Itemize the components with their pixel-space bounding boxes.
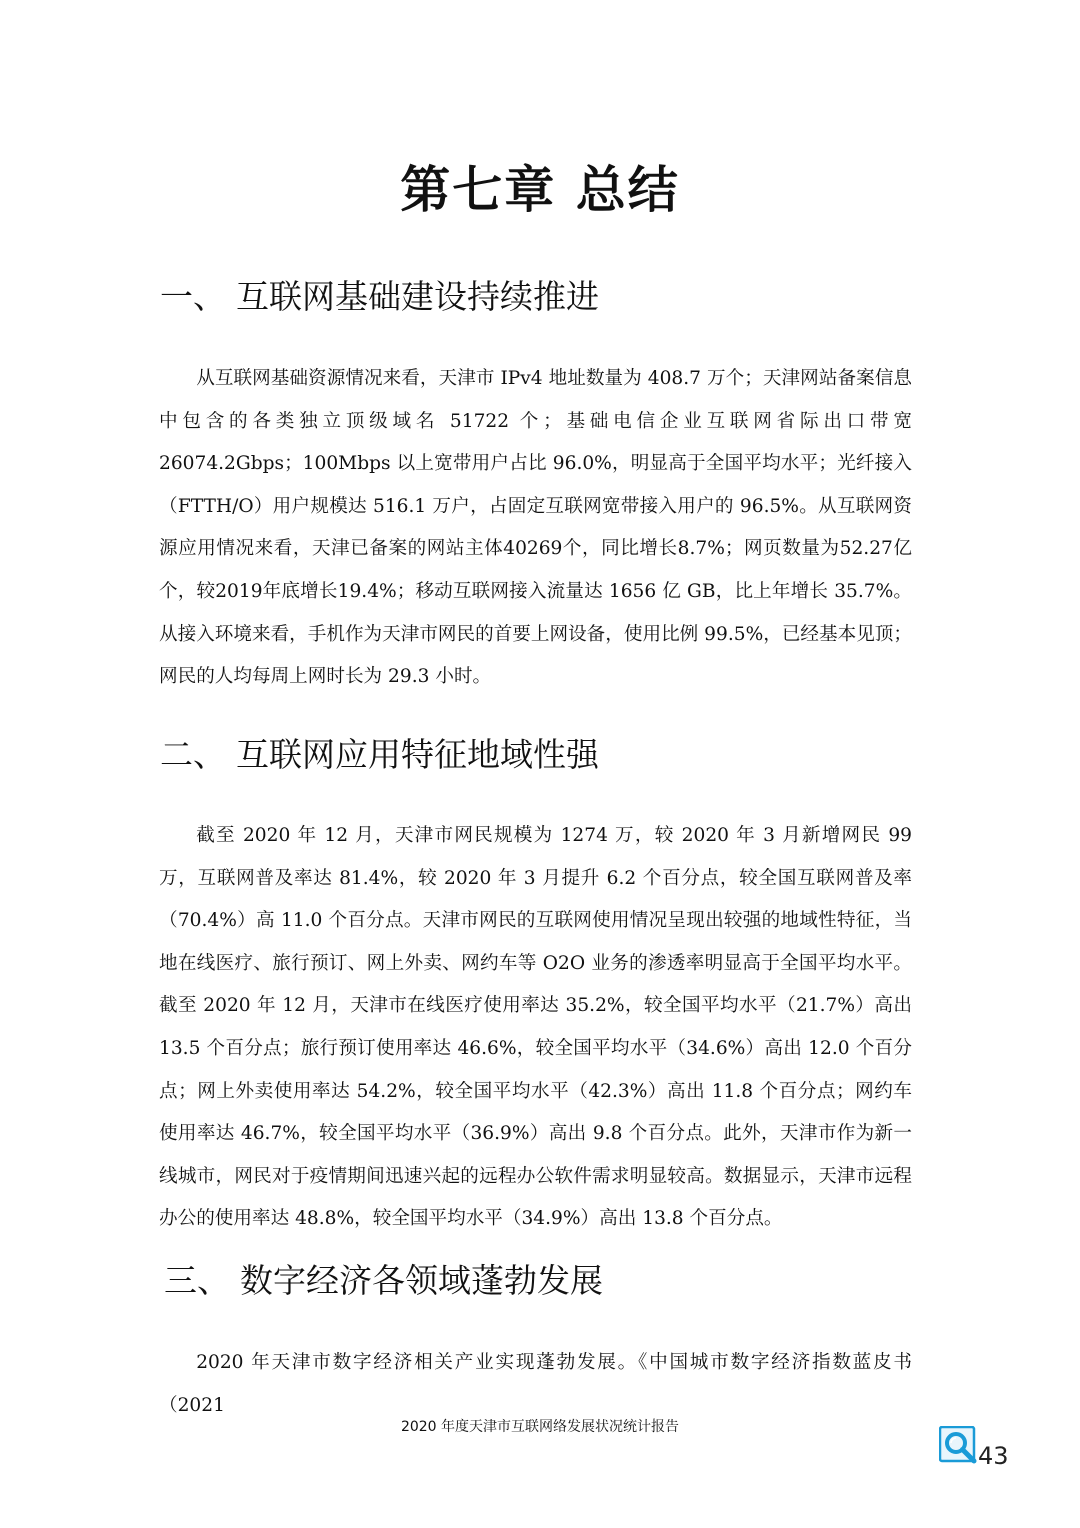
chapter-title: 第七章 总结: [400, 160, 680, 219]
section-heading-2: [160, 730, 920, 780]
footer-report-title: 2020 年度天津市互联网络发展状况统计报告: [400, 1419, 680, 1435]
section-title: 互联网基础建设持续推进: [236, 277, 599, 316]
section-title: 数字经济各领域蓬勃发展: [240, 1261, 603, 1300]
section-number: 二、: [160, 735, 226, 774]
section-title: 互联网应用特征地域性强: [236, 735, 599, 774]
magnifier-logo-icon: [939, 1426, 979, 1466]
section-heading-1: [160, 272, 920, 322]
section-3-paragraph: 2020 年天津市数字经济相关产业实现蓬勃发展。《中国城市数字经济指数蓝皮书（2021: [159, 1352, 912, 1416]
section-heading-3: [164, 1256, 924, 1306]
section-1-paragraph: 从互联网基础资源情况来看，天津市 IPv4 地址数量为 408.7 万个；天津网站备案信息中包含的各类独立顶级域名 51722 个；基础电信企业互联网省际出口带宽 26074.2Gbps；100Mbps 以上宽带用户占比 96.0%，明显高于全国平均水平；光纤接入（FTTH/O）用户规模达 516.1 万户，占固定互联网宽带接入用户的 96.5%。从互联网资源应用情况来看，天津已备案的网站主体40269个，同比增长8.7%；网页数量为52.27亿个，较2019年底增长19.4%；移动互联网接入流量达 1656 亿 GB，比上年增长 35.7%。从接入环境来看，手机作为天津市网民的首要上网设备，使用比例 99.5%，已经基本见顶；网民的人均每周上网时长为 29.3 小时。: [159, 368, 912, 688]
section-number: 一、: [160, 277, 226, 316]
section-number: 三、: [164, 1261, 230, 1300]
page-number: 43: [978, 1442, 1009, 1470]
section-2-paragraph: 截至 2020 年 12 月，天津市网民规模为 1274 万，较 2020 年 3 月新增网民 99 万，互联网普及率达 81.4%，较 2020 年 3 月提升 6.2 个百分点，较全国互联网普及率（70.4%）高 11.0 个百分点。天津市网民的互联网使用情况呈现出较强的地域性特征，当地在线医疗、旅行预订、网上外卖、网约车等 O2O 业务的渗透率明显高于全国平均水平。截至 2020 年 12 月，天津市在线医疗使用率达 35.2%，较全国平均水平（21.7%）高出 13.5 个百分点；旅行预订使用率达 46.6%，较全国平均水平（34.6%）高出 12.0 个百分点；网上外卖使用率达 54.2%，较全国平均水平（42.3%）高出 11.8 个百分点；网约车使用率达 46.7%，较全国平均水平（36.9%）高出 9.8 个百分点。此外，天津市作为新一线城市，网民对于疫情期间迅速兴起的远程办公软件需求明显较高。数据显示，天津市远程办公的使用率达 48.8%，较全国平均水平（34.9%）高出 13.8 个百分点。: [159, 825, 912, 1230]
